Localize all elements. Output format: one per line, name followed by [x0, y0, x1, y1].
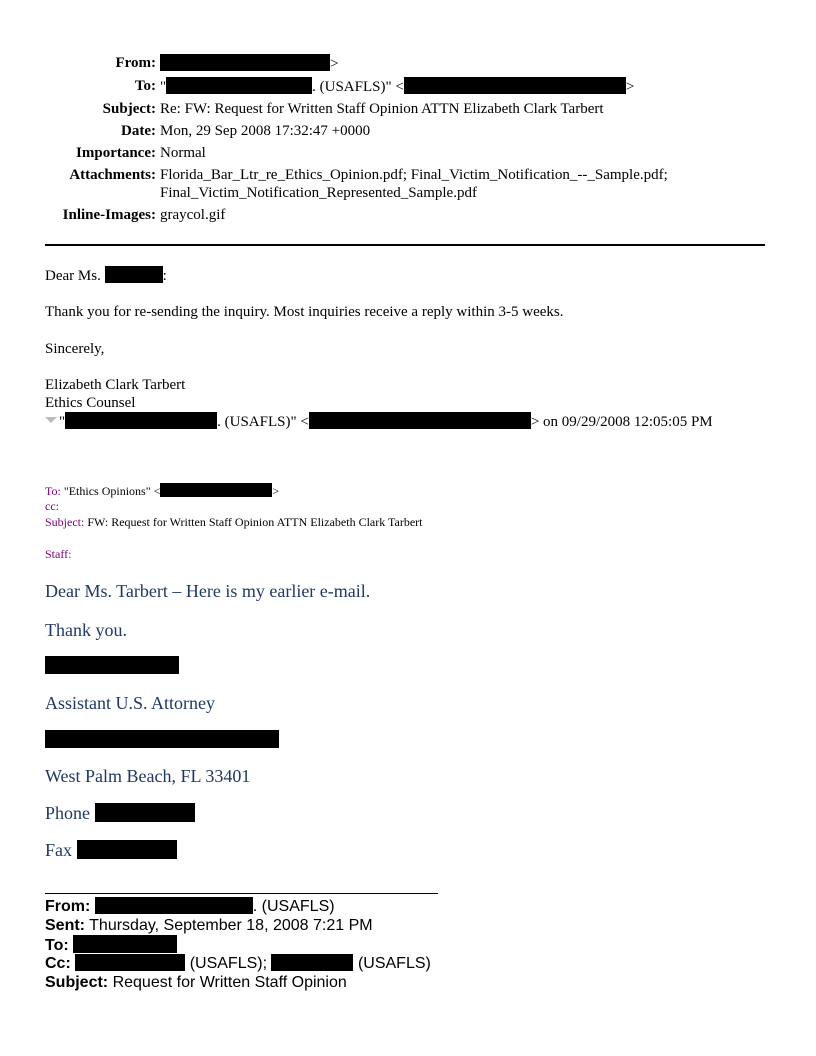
fwd-line1: Dear Ms. Tarbert – Here is my earlier e-mail.: [45, 581, 371, 601]
redaction-box: [45, 656, 179, 674]
redaction-box: [95, 803, 195, 822]
importance-label: Importance:: [76, 145, 156, 161]
signer-title: Ethics Counsel: [45, 395, 136, 411]
fwd-cc-label: cc:: [45, 499, 59, 513]
date-value: Mon, 29 Sep 2008 17:32:47 +0000: [160, 123, 371, 139]
header-attachments-row: [0, 166, 780, 202]
header-divider: [45, 244, 765, 246]
fwd-to-row: To: "Ethics Opinions" < >: [45, 484, 280, 498]
from-label: From:: [115, 55, 156, 71]
header-date-row: [0, 122, 780, 140]
redaction-box: [166, 77, 312, 94]
fwd-title: Assistant U.S. Attorney: [45, 693, 216, 713]
redaction-box: [404, 77, 626, 94]
orig-subject-row: Subject: Request for Written Staff Opinion: [45, 974, 347, 991]
redaction-box: [309, 412, 531, 429]
date-label: Date:: [121, 123, 156, 139]
inline-images-label: Inline-Images:: [62, 207, 156, 223]
redaction-box: [105, 266, 163, 283]
redaction-box: [160, 54, 330, 71]
fwd-staff-label: Staff:: [45, 547, 72, 561]
email-header: [0, 54, 780, 228]
attachments-label: Attachments:: [69, 167, 156, 183]
signer-name: Elizabeth Clark Tarbert: [45, 377, 186, 393]
redaction-box: [160, 483, 272, 497]
orig-sent-row: Sent: Thursday, September 18, 2008 7:21 PM: [45, 917, 373, 934]
collapse-triangle-icon[interactable]: [45, 417, 57, 423]
orig-to-row: To:: [45, 935, 177, 955]
fwd-subject-row: Subject: FW: Request for Written Staff Opinion ATTN Elizabeth Clark Tarbert: [45, 515, 423, 529]
header-inline-images-row: [0, 206, 780, 224]
redaction-box: [75, 954, 185, 971]
redaction-box: [95, 897, 253, 914]
fwd-phone-row: Phone: [45, 802, 195, 824]
subject-label: Subject:: [102, 101, 156, 117]
header-importance-row: [0, 144, 780, 162]
redaction-box: [271, 954, 353, 971]
attachment-link[interactable]: Florida_Bar_Ltr_re_Ethics_Opinion.pdf; Final_Victim_Notification_--_Sample.pdf;: [160, 167, 668, 183]
header-to-row: To: " . (USAFLS)" < >: [0, 77, 780, 96]
original-message-divider: [45, 893, 438, 894]
header-subject-row: [0, 100, 780, 118]
quoted-header: " . (USAFLS)" < > on 09/29/2008 12:05:05 PM: [45, 412, 713, 431]
redaction-box: [65, 412, 217, 429]
fwd-line2: Thank you.: [45, 620, 127, 640]
closing: Sincerely,: [45, 341, 105, 357]
importance-value: Normal: [160, 145, 206, 161]
to-label: To:: [134, 78, 156, 94]
attachment-link[interactable]: Final_Victim_Notification_Represented_Sample.pdf: [160, 185, 477, 201]
fwd-fax-row: Fax: [45, 839, 177, 861]
greeting: Dear Ms. :: [45, 268, 167, 284]
header-from-row: From: >: [0, 54, 780, 73]
redaction-box: [77, 840, 177, 859]
inline-images-value: graycol.gif: [160, 207, 226, 223]
redaction-box: [73, 935, 177, 953]
subject-value: Re: FW: Request for Written Staff Opinion ATTN Elizabeth Clark Tarbert: [160, 101, 604, 117]
redaction-box: [45, 730, 279, 748]
orig-from-row: From: . (USAFLS): [45, 898, 335, 915]
reply-paragraph: Thank you for re-sending the inquiry. Most inquiries receive a reply within 3-5 weeks.: [45, 304, 564, 320]
orig-cc-row: Cc: (USAFLS); (USAFLS): [45, 955, 431, 972]
fwd-city: West Palm Beach, FL 33401: [45, 766, 251, 786]
